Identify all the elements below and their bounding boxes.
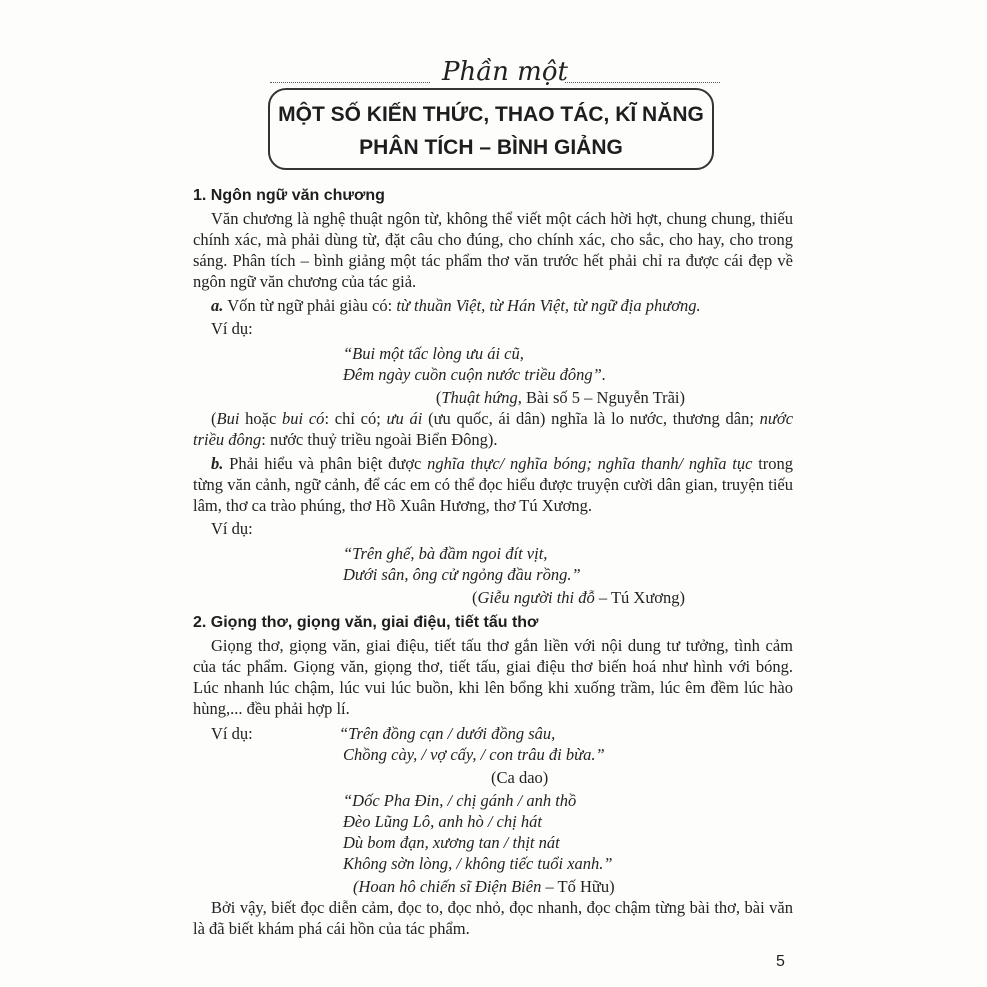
verse-line: “Trên đồng cạn / dưới đồng sâu,: [339, 724, 556, 743]
source-title: (Hoan hô chiến sĩ Điện Biên: [353, 877, 542, 896]
item-a-text: Vốn từ ngữ phải giàu có:: [227, 296, 393, 315]
item-a-list: từ thuần Việt, từ Hán Việt, từ ngữ địa phương.: [396, 296, 701, 315]
verse-line: “Dốc Pha Đin, / chị gánh / anh thồ: [343, 791, 577, 810]
example-label: Ví dụ:: [211, 319, 253, 338]
gloss-term: ưu ái: [386, 409, 423, 428]
section-2-intro: Giọng thơ, giọng văn, giai điệu, tiết tấu thơ gắn liền với nội dung tư tưởng, tình cảm của tác phẩm. Giọng văn, giọng thơ, tiết tấu, giai điệu thơ biến hoá như hình với bóng. Lúc nhanh lúc chậm, lúc vui lúc buồn, khi lên bổng khi xuống trầm, lúc êm đềm lúc hào hùng,... đều phải hợp lí.: [193, 636, 793, 718]
item-b-text: Phải hiểu và phân biệt được: [229, 454, 422, 473]
chapter-heading-box: [268, 88, 714, 170]
example-1-source: (Thuật hứng, Bài số 5 – Nguyễn Trãi): [435, 388, 685, 407]
gloss-term: Bui: [216, 409, 240, 428]
page-content: [193, 185, 793, 939]
item-a: [193, 295, 793, 316]
section-1-title: 1. Ngôn ngữ văn chương: [193, 187, 385, 204]
section-1-intro: Văn chương là nghệ thuật ngôn từ, không thể viết một cách hời hợt, chung chung, thiếu chính xác, mà phải dùng từ, đặt câu cho đúng, cho chính xác, cho sắc, cho hay, cho trong sáng. Phân tích – bình giảng một tác phẩm thơ văn trước hết phải chỉ ra được cái đẹp về ngôn ngữ văn chương của tác giả.: [193, 209, 793, 291]
source-rest: – Tố Hữu): [545, 877, 615, 896]
verse-line: Chồng cày, / vợ cấy, / con trâu đi bừa.”: [343, 745, 605, 764]
example-label: Ví dụ:: [211, 724, 253, 743]
example-label: Ví dụ:: [211, 519, 253, 538]
example-4-verse: [343, 790, 793, 874]
source-rest: , Bài số 5 – Nguyễn Trãi): [517, 388, 685, 407]
verse-line: “Bui một tấc lòng ưu ái cũ,: [343, 344, 524, 363]
source-title: Giễu người thi đỗ: [477, 588, 595, 607]
part-title: Phần một: [442, 57, 568, 87]
item-b-label: b.: [211, 454, 224, 473]
verse-line: Đèo Lũng Lô, anh hò / chị hát: [343, 812, 542, 831]
gloss-text: (ưu quốc, ái dân) nghĩa là lo nước, thương dân;: [428, 409, 754, 428]
verse-line: “Trên ghế, bà đầm ngoi đít vịt,: [343, 544, 548, 563]
example-3-source: (Ca dao): [491, 768, 549, 787]
source-title: Thuật hứng: [441, 388, 518, 407]
dotted-rule-left: [270, 82, 430, 83]
example-4-source: [353, 876, 793, 897]
gloss-text: : chỉ có;: [324, 409, 381, 428]
source-rest: – Tú Xương): [598, 588, 685, 607]
item-a-label: a.: [211, 296, 224, 315]
example-2-source: (Giễu người thi đỗ – Tú Xương): [472, 588, 685, 607]
verse-line: Dưới sân, ông cử ngỏng đầu rồng.”: [343, 565, 581, 584]
item-b-terms: nghĩa thực/ nghĩa bóng; nghĩa thanh/ nghĩa tục: [427, 454, 753, 473]
gloss-paragraph: (Bui hoặc bui có: chỉ có; ưu ái (ưu quốc, ái dân) nghĩa là lo nước, thương dân; nước triều đông: nước thuỷ triều ngoài Biển Đông).: [193, 409, 794, 449]
section-2-outro: Bởi vậy, biết đọc diễn cảm, đọc to, đọc nhỏ, đọc nhanh, đọc chậm từng bài thơ, bài văn là đã biết khám phá cái hồn của tác phẩm.: [193, 898, 793, 938]
section-2-title: 2. Giọng thơ, giọng văn, giai điệu, tiết tấu thơ: [193, 614, 539, 631]
item-b-text: trong từng văn cảnh, ngữ cảnh, để các em có thể đọc hiểu được truyện cười dân gian, truyện tiếu lâm, thơ ca trào phúng, thơ Hồ Xuân Hương, thơ Tú Xương.: [193, 454, 794, 515]
page-number: 5: [776, 953, 785, 970]
gloss-term: bui có: [282, 409, 325, 428]
example-2-verse: [343, 543, 793, 585]
verse-line: Dù bom đạn, xương tan / thịt nát: [343, 833, 560, 852]
chapter-heading-line-1: MỘT SỐ KIẾN THỨC, THAO TÁC, KĨ NĂNG: [278, 103, 704, 126]
gloss-text: hoặc: [245, 409, 277, 428]
item-b: [193, 453, 793, 516]
verse-line: Đêm ngày cuồn cuộn nước triều đông”.: [343, 365, 606, 384]
example-3: [211, 723, 793, 744]
gloss-text: : nước thuỷ triều ngoài Biển Đông).: [261, 430, 498, 449]
verse-line: Không sờn lòng, / không tiếc tuổi xanh.”: [343, 854, 613, 873]
dotted-rule-right: [565, 82, 720, 83]
example-1-verse: [343, 343, 793, 385]
gloss-term: nước triều đông: [193, 409, 794, 449]
chapter-heading-line-2: PHÂN TÍCH – BÌNH GIẢNG: [359, 136, 623, 159]
